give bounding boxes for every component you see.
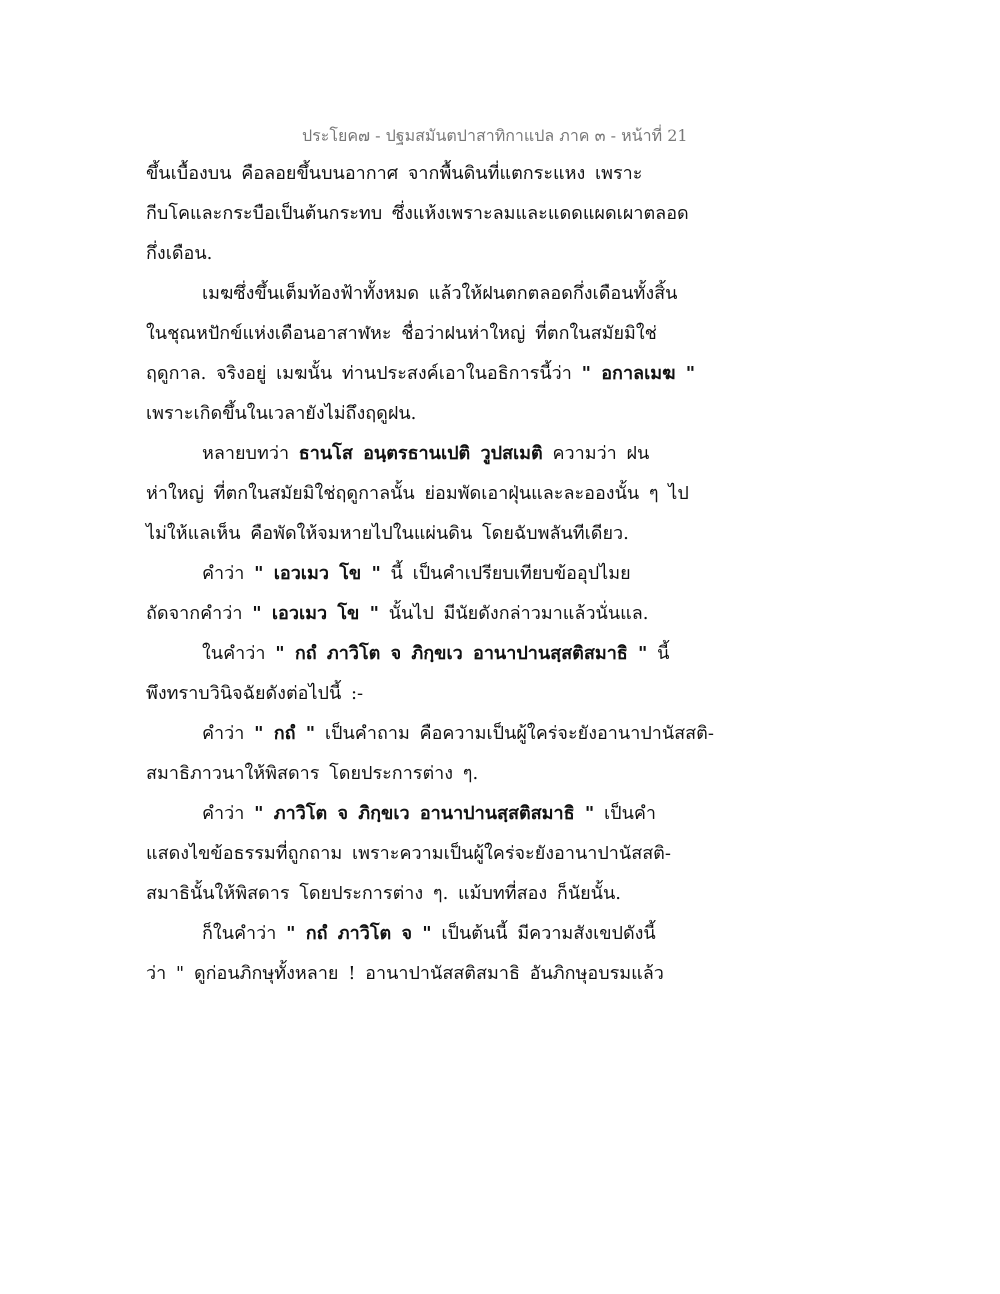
bold-term: " เอวเมว โข ": [254, 563, 381, 584]
paragraph: [146, 640, 726, 720]
bold-term: " เอวเมว โข ": [252, 603, 379, 624]
text-segment: ในคำว่า: [202, 643, 276, 664]
bold-term: ธานโส อนฺตรธานเปติ วูปสเมติ: [298, 443, 543, 464]
text-line: [146, 400, 726, 440]
text-segment: คำว่า: [202, 723, 255, 744]
text-segment: ในชุณหปักข์แห่งเดือนอาสาฬหะ ชื่อว่าฝนห่าใหญ่ ที่ตกในสมัยมิใช่: [146, 323, 657, 344]
bold-term: " กถํ ": [254, 723, 316, 744]
text-segment: สมาธินั้นให้พิสดาร โดยประการต่าง ๆ. แม้บทที่สอง ก็นัยนั้น.: [146, 883, 622, 904]
text-segment: ถัดจากคำว่า: [146, 603, 253, 624]
text-segment: ไม่ให้แลเห็น คือพัดให้จมหายไปในแผ่นดิน โดยฉับพลันทีเดียว.: [146, 523, 629, 544]
text-segment: แสดงไขข้อธรรมที่ถูกถาม เพราะความเป็นผู้ใคร่จะยังอานาปานัสสติ-: [146, 843, 671, 864]
text-line: [146, 520, 726, 560]
text-segment: เพราะเกิดขึ้นในเวลายังไม่ถึงฤดูฝน.: [146, 403, 417, 424]
text-segment: กีบโคและกระบือเป็นต้นกระทบ ซึ่งแห้งเพราะลมและแดดแผดเผาตลอด: [146, 203, 689, 224]
text-segment: กึ่งเดือน.: [146, 243, 213, 264]
paragraph: [146, 160, 726, 280]
paragraph: [146, 800, 726, 920]
text-line: [146, 960, 726, 1000]
paragraph: [146, 920, 726, 1000]
text-segment: ฤดูกาล. จริงอยู่ เมฆนั้น ท่านประสงค์เอาในอธิการนี้ว่า: [146, 363, 582, 384]
text-segment: ก็ในคำว่า: [202, 923, 287, 944]
paragraph: [146, 280, 726, 440]
text-line: [146, 800, 726, 840]
text-line: [146, 640, 726, 680]
bold-term: " อกาลเมฆ ": [581, 363, 696, 384]
text-segment: คำว่า: [202, 803, 255, 824]
text-segment: ขึ้นเบื้องบน คือลอยขึ้นบนอากาศ จากพื้นดินที่แตกระแหง เพราะ: [146, 163, 643, 184]
text-segment: เป็นคำถาม คือความเป็นผู้ใคร่จะยังอานาปานัสสติ-: [315, 723, 714, 744]
document-body: [146, 160, 726, 1000]
text-segment: ว่า " ดูก่อนภิกษุทั้งหลาย ! อานาปานัสสติสมาธิ อันภิกษุอบรมแล้ว: [146, 963, 664, 984]
paragraph: [146, 720, 726, 800]
text-line: [146, 560, 726, 600]
paragraph: [146, 440, 726, 560]
text-segment: นี้: [647, 643, 670, 664]
bold-term: " ภาวิโต จ ภิกฺขเว อานาปานสฺสติสมาธิ ": [254, 803, 595, 824]
text-segment: นั้นไป มีนัยดังกล่าวมาแล้วนั่นแล.: [378, 603, 649, 624]
text-segment: คำว่า: [202, 563, 255, 584]
bold-term: " กถํ ภาวิโต จ ": [286, 923, 432, 944]
text-line: [146, 160, 726, 200]
text-segment: ห่าใหญ่ ที่ตกในสมัยมิใช่ฤดูกาลนั้น ย่อมพัดเอาฝุ่นและละอองนั้น ๆ ไป: [146, 483, 689, 504]
text-line: [146, 760, 726, 800]
text-line: [146, 360, 726, 400]
text-segment: เป็นต้นนี้ มีความสังเขปดังนี้: [431, 923, 656, 944]
text-segment: พึงทราบวินิจฉัยดังต่อไปนี้ :-: [146, 683, 364, 704]
text-segment: สมาธิภาวนาให้พิสดาร โดยประการต่าง ๆ.: [146, 763, 479, 784]
paragraph: [146, 560, 726, 640]
text-line: [146, 240, 726, 280]
text-line: [146, 920, 726, 960]
text-line: [146, 720, 726, 760]
text-segment: ความว่า ฝน: [542, 443, 650, 464]
text-line: [146, 600, 726, 640]
text-segment: เมฆซึ่งขึ้นเต็มท้องฟ้าทั้งหมด แล้วให้ฝนตกตลอดกึ่งเดือนทั้งสิ้น: [202, 283, 678, 304]
text-line: [146, 440, 726, 480]
text-line: [146, 200, 726, 240]
text-line: [146, 280, 726, 320]
text-segment: หลายบทว่า: [202, 443, 299, 464]
bold-term: " กถํ ภาวิโต จ ภิกฺขเว อานาปานสฺสติสมาธิ ": [275, 643, 648, 664]
text-line: [146, 880, 726, 920]
text-segment: นี้ เป็นคำเปรียบเทียบข้ออุปไมย: [380, 563, 631, 584]
text-line: [146, 480, 726, 520]
text-segment: เป็นคำ: [594, 803, 657, 824]
text-line: [146, 320, 726, 360]
text-line: [146, 680, 726, 720]
running-header: ประโยค๗ - ปฐมสมันตปาสาทิกาแปล ภาค ๓ - หน้าที่ 21: [302, 126, 688, 145]
text-line: [146, 840, 726, 880]
